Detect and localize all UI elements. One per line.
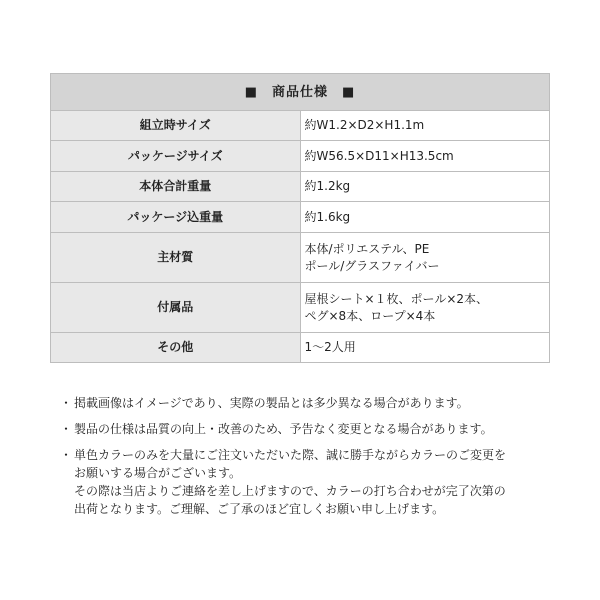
spec-label: 付属品 [51,283,301,333]
spec-label: パッケージ込重量 [51,202,301,233]
spec-value [300,283,550,333]
spec-value-line: 約W1.2×D2×H1.1m [304,118,425,132]
spec-value-line: 約W56.5×D11×H13.5cm [304,148,454,163]
spec-value-line: 1～2人用 [304,340,356,354]
spec-row [51,111,550,141]
spec-table [50,73,550,363]
spec-value [300,333,550,363]
spec-value-line: 屋根シート×１枚、ポール×2本、 [304,291,489,306]
spec-label: パッケージサイズ [51,141,301,172]
spec-value [300,172,550,202]
spec-row [51,283,550,333]
spec-value-line: 本体/ポリエステル、PE [304,241,430,256]
spec-value [300,202,550,233]
spec-label: 組立時サイズ [51,111,301,141]
bullet-icon: ・ [60,422,73,436]
spec-label: その他 [51,333,301,363]
notes-list [60,394,560,526]
spec-label: 主材質 [51,233,301,283]
note-item [60,420,560,438]
spec-row [51,233,550,283]
spec-value [300,141,550,172]
spec-value-line: ペグ×8本、ロープ×4本 [304,308,436,323]
note-text: 出荷となります。ご理解、ご了承のほど宜しくお願い申し上げます。 [74,502,445,516]
spec-value-line: 約1.2kg [304,179,351,193]
spec-row [51,172,550,202]
spec-value [300,233,550,283]
spec-row [51,202,550,233]
note-text: お願いする場合がございます。 [74,466,242,480]
spec-value [300,111,550,141]
note-text: 掲載画像はイメージであり、実際の製品とは多少異なる場合があります。 [74,396,469,410]
note-item [60,394,560,412]
note-text: 製品の仕様は品質の向上・改善のため、予告なく変更となる場合があります。 [74,422,493,436]
bullet-icon: ・ [60,396,73,410]
spec-row [51,333,550,363]
spec-label: 本体合計重量 [51,172,301,202]
spec-value-line: ポール/グラスファイバー [304,258,440,273]
spec-value-line: 約1.6kg [304,209,351,224]
spec-row [51,141,550,172]
spec-table-title: ■ 商品仕様 ■ [51,74,550,111]
note-text: その際は当店よりご連絡を差し上げますので、カラーの打ち合わせが完了次第の [74,484,506,498]
bullet-icon: ・ [60,448,73,462]
note-text: 単色カラーのみを大量にご注文いただいた際、誠に勝手ながらカラーのご変更を [74,448,507,462]
spec-table-header-row [51,74,550,111]
note-item [60,446,560,518]
